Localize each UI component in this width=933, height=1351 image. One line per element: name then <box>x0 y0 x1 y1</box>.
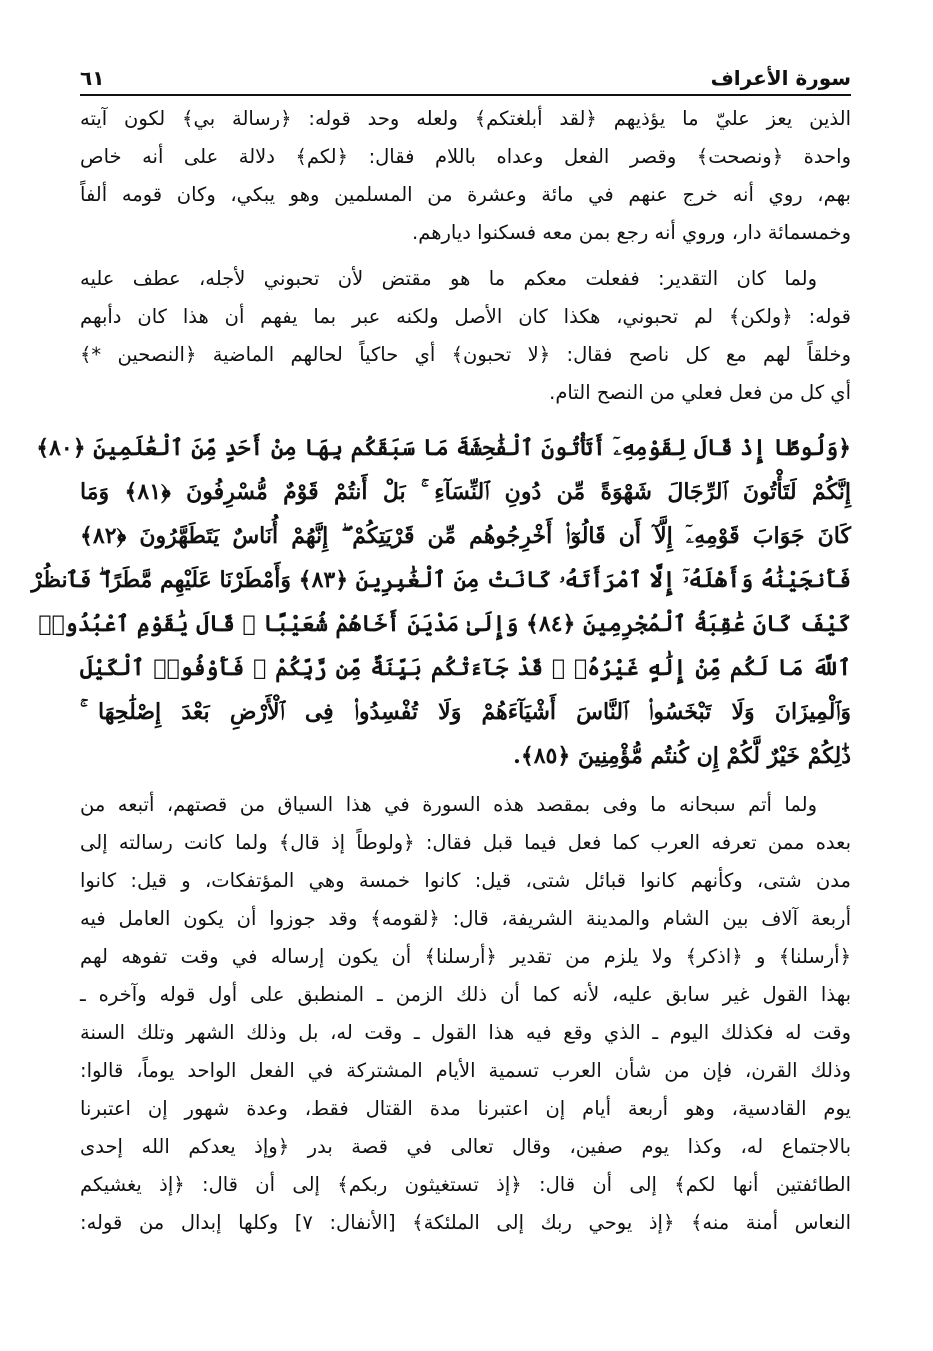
text-line: أي كل من فعل فعلي من النصح التام. <box>549 381 851 404</box>
text-line: وذلك القرن، فإن من شأن العرب تسمية الأيام المشتركة في الفعل الواحد يوماً، قالوا: <box>80 1059 851 1082</box>
text-line: وخمسمائة دار، وروي أنه رجع بمن معه فسكنوا ديارهم. <box>412 221 851 244</box>
text-line: بهذا القول غير سابق عليه، لأنه كما أن ذلك الزمن ـ المنطبق على أول قوله وآخره ـ <box>80 983 851 1006</box>
text-line: قوله: ﴿ولكن﴾ لم تحبوني، هكذا كان الأصل ولكنه عبر بما يفهم أن هذا كان دأبهم <box>80 305 851 328</box>
text-line: ولما أتم سبحانه ما وفى بمقصد هذه السورة في هذا السياق من قصتهم، أتبعه من <box>80 793 817 816</box>
paragraph-2 <box>80 260 851 412</box>
text-line: بالاجتماع له، وكذا يوم صفين، وقال تعالى في قصة بدر ﴿وإذ يعدكم الله إحدى <box>80 1135 851 1158</box>
text-line: واحدة ﴿ونصحت﴾ وقصر الفعل وعداه باللام فقال: ﴿لكم﴾ دلالة على أنه خاص <box>80 145 851 168</box>
text-line: الطائفتين أنها لكم﴾ إلى أن قال: ﴿إذ تستغيثون ربكم﴾ إلى أن قال: ﴿إذ يغشيكم <box>80 1173 851 1196</box>
text-line: ولما كان التقدير: ففعلت معكم ما هو مقتض لأن تحبوني لأجله، عطف عليه <box>80 267 817 290</box>
page-number: ٦١ <box>80 66 105 90</box>
quran-line: وَٱلْمِيزَانَ وَلَا تَبْخَسُوا۟ ٱلنَّاسَ أَشْيَآءَهُمْ وَلَا تُفْسِدُوا۟ فِى ٱلْأَرْضِ بَعْدَ إِصْلَٰحِهَا ۚ <box>80 699 851 725</box>
quran-line: كَيْفَ كَانَ عَٰقِبَةُ ٱلْمُجْرِمِينَ ﴿٨٤﴾ وَإِلَىٰ مَدْيَنَ أَخَاهُمْ شُعَيْبًا ۗ قَالَ يَٰقَوْمِ ٱعْبُدُوا۟ <box>38 611 851 637</box>
page-header <box>80 60 851 96</box>
text-line: وخلقاً لهم مع كل ناصح فقال: ﴿لا تحبون﴾ أي حاكياً لحالهم الماضية ﴿النصحين *﴾ <box>80 343 851 366</box>
text-line: يوم القادسية، وهو أربعة أيام إن اعتبرنا مدة القتال فقط، وعدة شهور إن اعتبرنا <box>80 1097 851 1120</box>
text-line: مدن شتى، وكأنهم كانوا قبائل شتى، قيل: كانوا خمسة وهي المؤتفكات، و قيل: كانوا <box>80 869 851 892</box>
quran-line: فَأَنجَيْنَٰهُ وَأَهْلَهُۥٓ إِلَّا ٱمْرَأَتَهُۥ كَانَتْ مِنَ ٱلْغَٰبِرِينَ ﴿٨٣﴾ وَأَمْطَرْنَا عَلَيْهِم مَّطَرًا ۖ فَٱنظُرْ <box>31 567 851 593</box>
text-line: بعده ممن تعرفه العرب كما فعل فيما قبل فقال: ﴿ولوطاً إذ قال﴾ ولما كانت رسالته إلى <box>80 831 851 854</box>
page-body <box>31 100 851 1242</box>
text-line: بهم، روي أنه خرج عنهم في مائة وعشرة من المسلمين وهو يبكي، وكان قومه ألفاً <box>80 183 851 206</box>
text-line: أربعة آلاف بين الشام والمدينة الشريفة، قال: ﴿لقومه﴾ وقد جوزوا أن يكون العامل فيه <box>80 907 851 930</box>
quran-line: كَانَ جَوَابَ قَوْمِهِۦٓ إِلَّآ أَن قَالُوٓا۟ أَخْرِجُوهُم مِّن قَرْيَتِكُمْ ۖ إِنَّهُمْ أُنَاسٌ يَتَطَهَّرُونَ ﴿٨٢﴾ <box>80 523 851 549</box>
paragraph-1 <box>80 100 851 252</box>
quran-line: إِنَّكُمْ لَتَأْتُونَ ٱلرِّجَالَ شَهْوَةً مِّن دُونِ ٱلنِّسَآءِ ۚ بَلْ أَنتُمْ قَوْمٌ مُّسْرِفُونَ ﴿٨١﴾ وَمَا <box>80 479 851 505</box>
text-line: ﴿أرسلنا﴾ و ﴿اذكر﴾ ولا يلزم من تقدير ﴿أرسلنا﴾ أن يكون إرساله في وقت تفوهه لهم <box>80 945 851 968</box>
paragraph-3 <box>80 786 851 1242</box>
quran-verses-block <box>31 426 851 778</box>
text-line: النعاس أمنة منه﴾ ﴿إذ يوحي ربك إلى الملئكة﴾ [الأنفال: ٧] وكلها إبدال من قوله: <box>80 1211 851 1234</box>
text-line: وقت له فكذلك اليوم ـ الذي وقع فيه هذا القول ـ وقت له، بل وذلك الشهر وتلك السنة <box>80 1021 851 1044</box>
text-line: الذين يعز عليّ ما يؤذيهم ﴿لقد أبلغتكم﴾ ولعله وحد قوله: ﴿رسالة بي﴾ لكون آيته <box>80 107 851 130</box>
quran-line: ٱللَّهَ مَا لَكُم مِّنْ إِلَٰهٍ غَيْرُهُۥ ۖ قَدْ جَآءَتْكُم بَيِّنَةٌ مِّن رَّبِّكُمْ ۖ فَأَوْفُوا۟ ٱلْكَيْلَ <box>80 655 851 681</box>
surah-title: سورة الأعراف <box>710 66 851 90</box>
quran-line: ﴿وَلُوطًا إِذْ قَالَ لِقَوْمِهِۦٓ أَتَأْتُونَ ٱلْفَٰحِشَةَ مَا سَبَقَكُم بِهَا مِنْ أَحَدٍ مِّنَ ٱلْعَٰلَمِينَ ﴿٨٠﴾ <box>36 435 851 461</box>
quran-line: ذَٰلِكُمْ خَيْرٌ لَّكُمْ إِن كُنتُم مُّؤْمِنِينَ ﴿٨٥﴾. <box>513 743 851 769</box>
